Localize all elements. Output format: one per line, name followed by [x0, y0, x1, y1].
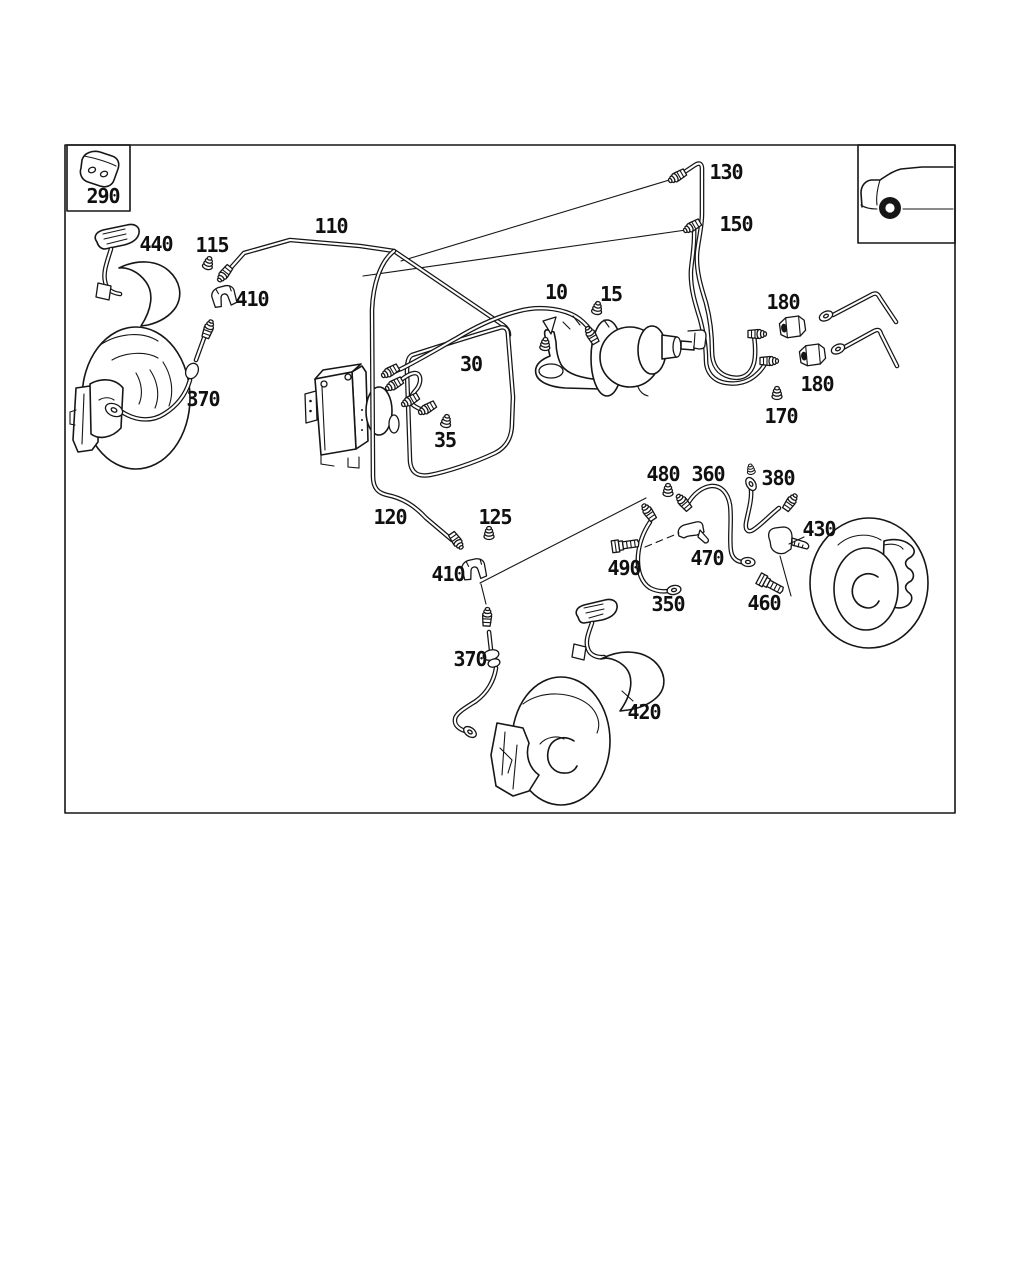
callout-170: 170	[764, 404, 798, 428]
abs-pump-drum	[366, 387, 392, 435]
nut-115	[202, 255, 215, 270]
callout-10: 10	[544, 280, 568, 304]
callout-430: 430	[802, 517, 836, 541]
hose-370-left-threaded-end	[201, 319, 216, 339]
callout-120: 120	[373, 505, 407, 529]
hose-350-threaded-end	[639, 502, 657, 522]
bracket-tab	[96, 283, 111, 300]
clamp-410-upper	[211, 284, 238, 307]
leader-clamp-hose	[481, 584, 486, 604]
callout-490: 490	[607, 556, 641, 580]
coupling-180-upper	[779, 315, 807, 338]
run-line-130	[401, 178, 676, 261]
pipe-110-end-fitting	[215, 264, 233, 284]
bracket-foot	[539, 364, 563, 378]
callout-30: 30	[459, 352, 483, 376]
splash-shield	[119, 262, 180, 326]
hose-380-threaded-end	[782, 492, 800, 512]
callout-15: 15	[599, 282, 623, 306]
car-inset-box	[858, 145, 955, 243]
bracket-pad	[95, 224, 139, 249]
callout-130: 130	[709, 160, 743, 184]
disc-hat	[834, 548, 898, 630]
run-line-150	[363, 229, 693, 276]
hose-360-eye	[741, 557, 756, 567]
callout-470: 470	[690, 546, 724, 570]
bleeder-valve	[746, 463, 756, 475]
callout-410-lower: 410	[431, 562, 465, 586]
pipe-130-end-fitting	[667, 168, 688, 185]
bolt-490	[611, 537, 639, 553]
clamp-410-lower	[461, 558, 487, 580]
pipe-10	[394, 308, 597, 372]
pipe-110	[228, 240, 509, 335]
master-cylinder-booster	[536, 301, 706, 396]
callout-360: 360	[691, 462, 725, 486]
car-location-thumbnail	[861, 167, 953, 219]
abs-hydraulic-unit	[305, 364, 399, 468]
abs-motor-nub	[389, 415, 399, 433]
callout-labels	[86, 160, 835, 724]
booster-nub	[638, 387, 648, 396]
callout-115: 115	[195, 233, 229, 257]
abs-connector	[305, 391, 317, 423]
callout-180-upper: 180	[766, 290, 800, 314]
callout-440: 440	[139, 232, 173, 256]
callout-420: 420	[627, 700, 661, 724]
pipe-110	[228, 240, 509, 335]
hose-370-lower-threaded-end	[482, 607, 492, 626]
bracket-pad	[576, 599, 617, 623]
callout-180-lower: 180	[800, 372, 834, 396]
callout-290: 290	[86, 184, 120, 208]
callout-370-lower: 370	[453, 647, 487, 671]
abs-fitting	[384, 376, 405, 393]
abs-fitting	[380, 363, 401, 380]
hose-380-banjo	[744, 476, 759, 493]
callout-125: 125	[478, 505, 512, 529]
pipe-end-fitting	[748, 330, 767, 339]
coupling-180-lower	[799, 343, 827, 366]
bracket-tab	[572, 644, 586, 660]
banjo-fitting	[462, 724, 479, 739]
hose-370-left-shaft	[196, 338, 204, 360]
bracket-arm	[587, 623, 604, 657]
car-outline	[861, 167, 953, 207]
grommet-290	[80, 151, 118, 186]
leader-490-dashed	[645, 533, 679, 547]
callout-350: 350	[651, 592, 685, 616]
callout-410-upper: 410	[235, 287, 269, 311]
pipe-end-fitting	[760, 357, 779, 366]
bracket-430	[769, 527, 792, 554]
callout-480: 480	[646, 462, 680, 486]
pipe-30-loop	[407, 327, 513, 475]
callout-110: 110	[314, 214, 348, 238]
wheel-hub	[885, 203, 894, 212]
hose-370-lower	[455, 668, 496, 731]
callout-460: 460	[747, 591, 781, 615]
nut-170	[772, 387, 782, 400]
callout-370-left: 370	[186, 387, 220, 411]
stub-eye-upper	[818, 309, 834, 323]
stub-eye-lower	[830, 342, 846, 356]
abs-fitting	[417, 400, 438, 417]
callout-35: 35	[433, 428, 457, 452]
callout-380: 380	[761, 466, 795, 490]
callout-150: 150	[719, 212, 753, 236]
front-bottom-brake-assembly	[491, 677, 610, 805]
nut-35	[440, 414, 452, 429]
